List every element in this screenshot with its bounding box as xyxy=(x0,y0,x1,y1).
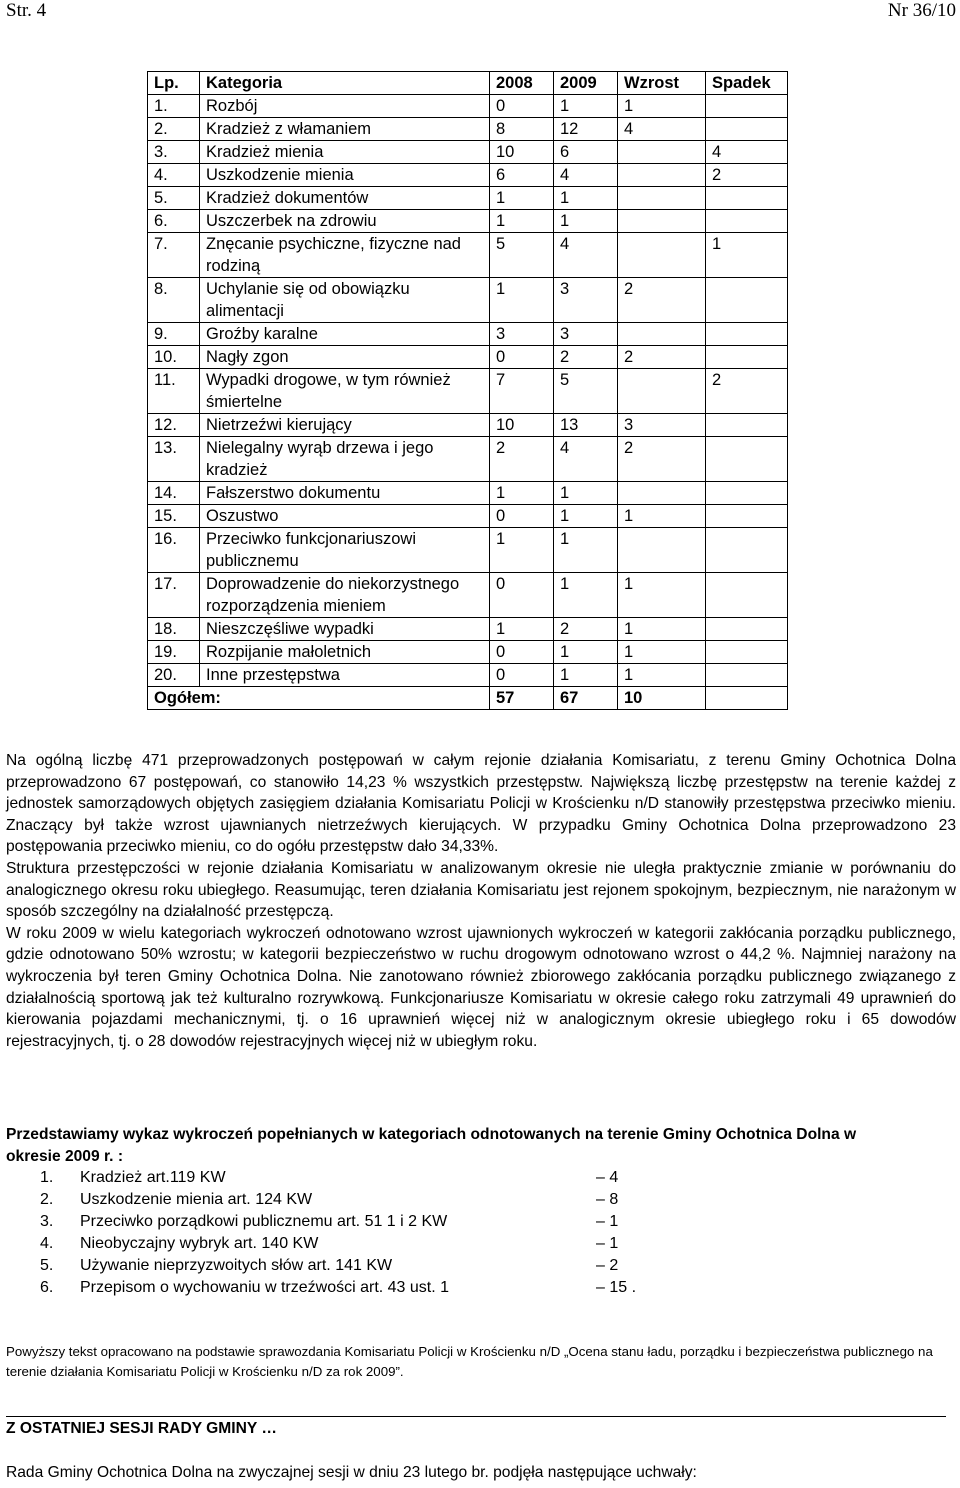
table-cell: 17. xyxy=(148,573,200,618)
table-cell: 1 xyxy=(490,618,554,641)
table-cell: Groźby karalne xyxy=(200,323,490,346)
table-cell: 1 xyxy=(618,505,706,528)
table-cell xyxy=(706,573,788,618)
table-cell: 14. xyxy=(148,482,200,505)
table-cell: 1 xyxy=(490,528,554,573)
table-cell: 1 xyxy=(706,233,788,278)
table-cell: 11. xyxy=(148,369,200,414)
offense-count: – 1 xyxy=(596,1235,619,1252)
table-cell: 1 xyxy=(554,482,618,505)
list-item xyxy=(40,1277,680,1299)
offense-label: Kradzież art.119 KW xyxy=(80,1169,226,1186)
table-cell: 10 xyxy=(490,141,554,164)
offense-number: 3. xyxy=(40,1213,54,1230)
table-cell: 20. xyxy=(148,664,200,687)
table-cell xyxy=(618,141,706,164)
table-cell: 3 xyxy=(554,323,618,346)
offenses-list xyxy=(40,1167,680,1299)
table-header-row xyxy=(148,72,788,95)
table-cell: 6 xyxy=(490,164,554,187)
table-cell: 4 xyxy=(554,233,618,278)
table-cell: 1 xyxy=(554,528,618,573)
table-cell: 6 xyxy=(554,141,618,164)
table-cell xyxy=(618,528,706,573)
table-cell: 7 xyxy=(490,369,554,414)
table-cell: 0 xyxy=(490,573,554,618)
table-cell: Uszkodzenie mienia xyxy=(200,164,490,187)
table-cell: 13 xyxy=(554,414,618,437)
table-cell: Kategoria xyxy=(200,72,490,95)
table-cell: Nieszczęśliwe wypadki xyxy=(200,618,490,641)
table-cell: 4 xyxy=(554,164,618,187)
paragraph: W roku 2009 w wielu kategoriach wykroczeń odnotowano wzrost ujawnionych wykroczeń w kategorii zakłócania porządku publicznego, gdzie odnotowano 50% wzrostu; w kategorii bezpieczeństwo w ruchu drogowym odnotowano wzrost o 44,2 %. Najmniej narażony na wykroczenia był teren Gminy Ochotnica Dolna. Nie zanotowano również zbiorowego zakłócania porządku publicznego związanego z działalnością sportową jak też kulturalno rozrywkową. Funkcjonariusze Komisariatu w okresie całego roku zatrzymali 49 uprawnień do kierowania pojazdami mechanicznymi, tj. o 16 uprawnień więcej niż w analogicznym okresie ubiegłego roku i 65 dowodów rejestracyjnych, tj. o 28 dowodów rejestracyjnych więcej niż w ubiegłym roku. xyxy=(6,924,956,1050)
table-cell xyxy=(706,346,788,369)
table-cell: 3. xyxy=(148,141,200,164)
table-cell: 4 xyxy=(706,141,788,164)
table-cell: Lp. xyxy=(148,72,200,95)
table-cell: Fałszerstwo dokumentu xyxy=(200,482,490,505)
table-cell xyxy=(706,187,788,210)
table-cell: 3 xyxy=(554,278,618,323)
paragraph: Struktura przestępczości w rejonie działania Komisariatu w analizowanym okresie nie uległa praktycznie zmianie w porównaniu do analogicznego okresu roku ubiegłego. Reasumując, teren działania Komisariatu jest rejonem spokojnym, bezpiecznym, nie narażonym w sposób szczególny na działalność przestępczą. xyxy=(6,859,956,921)
offense-label: Przepisom o wychowaniu w trzeźwości art. 43 ust. 1 xyxy=(80,1279,450,1296)
table-cell: 1 xyxy=(554,573,618,618)
table-cell xyxy=(706,278,788,323)
table-cell: 1 xyxy=(490,482,554,505)
table-cell: 1 xyxy=(554,505,618,528)
table-row xyxy=(148,573,788,618)
table-cell: Uszczerbek na zdrowiu xyxy=(200,210,490,233)
table-cell: Znęcanie psychiczne, fizyczne nad rodziną xyxy=(200,233,490,278)
table-cell xyxy=(706,95,788,118)
table-cell: 12. xyxy=(148,414,200,437)
table-row xyxy=(148,210,788,233)
table-cell: 4. xyxy=(148,164,200,187)
table-cell: 10 xyxy=(618,687,706,710)
table-cell: 2 xyxy=(618,346,706,369)
list-item xyxy=(40,1233,680,1255)
crime-statistics-table xyxy=(147,71,788,710)
table-cell: Przeciwko funkcjonariuszowi publicznemu xyxy=(200,528,490,573)
table-row xyxy=(148,369,788,414)
table-cell: 15. xyxy=(148,505,200,528)
report-text xyxy=(6,750,956,1052)
table-cell xyxy=(706,664,788,687)
table-cell: 13. xyxy=(148,437,200,482)
offense-number: 5. xyxy=(40,1257,54,1274)
table-row xyxy=(148,505,788,528)
table-row xyxy=(148,164,788,187)
table-cell xyxy=(706,323,788,346)
table-cell: 1 xyxy=(554,210,618,233)
table-cell xyxy=(706,528,788,573)
page-number: Str. 4 xyxy=(6,0,47,21)
table-cell xyxy=(618,233,706,278)
table-cell: 2. xyxy=(148,118,200,141)
table-cell: 5 xyxy=(554,369,618,414)
table-cell: 2 xyxy=(490,437,554,482)
table-cell: Kradzież z włamaniem xyxy=(200,118,490,141)
table-cell xyxy=(706,118,788,141)
offense-count: – 1 xyxy=(596,1213,619,1230)
table-row xyxy=(148,346,788,369)
offense-count: – 4 xyxy=(596,1169,619,1186)
table-row xyxy=(148,323,788,346)
offense-label: Używanie nieprzyzwoitych słów art. 141 KW xyxy=(80,1257,393,1274)
table-cell xyxy=(618,369,706,414)
table-cell: 1 xyxy=(490,187,554,210)
section-title: Z OSTATNIEJ SESJI RADY GMINY … xyxy=(6,1420,277,1437)
table-cell: Wzrost xyxy=(618,72,706,95)
table-cell: 0 xyxy=(490,641,554,664)
table-cell: 10 xyxy=(490,414,554,437)
table-cell: 2 xyxy=(554,618,618,641)
table-cell: 7. xyxy=(148,233,200,278)
table-cell: 5 xyxy=(490,233,554,278)
table-cell: Kradzież mienia xyxy=(200,141,490,164)
table-cell: 1 xyxy=(490,278,554,323)
table-cell: 19. xyxy=(148,641,200,664)
table-cell: 1 xyxy=(554,641,618,664)
table-cell: 67 xyxy=(554,687,618,710)
table-cell: 5. xyxy=(148,187,200,210)
table-row xyxy=(148,187,788,210)
offense-count: – 8 xyxy=(596,1191,619,1208)
table-cell xyxy=(618,323,706,346)
table-cell: Nagły zgon xyxy=(200,346,490,369)
divider xyxy=(6,1416,946,1417)
table-cell xyxy=(706,641,788,664)
offense-number: 1. xyxy=(40,1169,54,1186)
table-row xyxy=(148,141,788,164)
table-row xyxy=(148,664,788,687)
table-cell xyxy=(618,187,706,210)
table-row xyxy=(148,414,788,437)
paragraph: Na ogólną liczbę 471 przeprowadzonych postępowań w całym rejonie działania Komisariatu, z terenu Gminy Ochotnica Dolna przeprowadzono 67 postępowań, co stanowiło 14,23 % wszystkich przestępstw. Największą liczbę przestępstw na terenie każdej z jednostek samorządowych objętych zasięgiem działania Komisariatu Policji w Krościenku n/D stanowiły przestępstwa przeciwko mieniu. Znaczący był także wzrost ujawnianych nietrzeźwych kierujących. W przypadku Gminy Ochotnica Dolna przeprowadzono 23 postępowania przeciwko mieniu, co do ogółu przestępstw dało 34,33%. xyxy=(6,752,956,856)
table-row xyxy=(148,95,788,118)
table-cell: 2 xyxy=(618,278,706,323)
list-item xyxy=(40,1189,680,1211)
table-cell: 2 xyxy=(554,346,618,369)
table-cell: 4 xyxy=(554,437,618,482)
table-total-row xyxy=(148,687,788,710)
table-cell: 1 xyxy=(618,95,706,118)
table-cell: 1 xyxy=(618,641,706,664)
table-cell xyxy=(618,482,706,505)
table-cell: Oszustwo xyxy=(200,505,490,528)
issue-number: Nr 36/10 xyxy=(887,0,956,21)
table-cell xyxy=(706,437,788,482)
table-cell xyxy=(706,505,788,528)
table-cell xyxy=(618,210,706,233)
offense-label: Nieobyczajny wybryk art. 140 KW xyxy=(80,1235,319,1252)
table-cell: 4 xyxy=(618,118,706,141)
table-cell: 10. xyxy=(148,346,200,369)
offense-number: 2. xyxy=(40,1191,54,1208)
offense-number: 6. xyxy=(40,1279,54,1296)
table-cell: 8. xyxy=(148,278,200,323)
table-cell: 1. xyxy=(148,95,200,118)
table-cell: 1 xyxy=(554,95,618,118)
source-note: Powyższy tekst opracowano na podstawie sprawozdania Komisariatu Policji w Krościenku n/D „Ocena stanu ładu, porządku i bezpieczeństwa publicznego na terenie działania Komisariatu Policji w Krościenku n/D za rok 2009”. xyxy=(6,1344,933,1379)
table-cell: 12 xyxy=(554,118,618,141)
table-cell: Kradzież dokumentów xyxy=(200,187,490,210)
table-cell: 1 xyxy=(554,187,618,210)
offense-count: – 2 xyxy=(596,1257,619,1274)
table-row xyxy=(148,618,788,641)
table-cell: 2 xyxy=(706,369,788,414)
table-cell xyxy=(618,164,706,187)
offense-number: 4. xyxy=(40,1235,54,1252)
table-cell: 0 xyxy=(490,664,554,687)
table-cell: Ogółem: xyxy=(148,687,490,710)
table-cell xyxy=(706,414,788,437)
table-cell: 2 xyxy=(618,437,706,482)
table-cell: 8 xyxy=(490,118,554,141)
table-cell: Doprowadzenie do niekorzystnego rozporządzenia mieniem xyxy=(200,573,490,618)
table-cell: 2008 xyxy=(490,72,554,95)
table-cell xyxy=(706,482,788,505)
table-cell xyxy=(706,687,788,710)
table-cell: 0 xyxy=(490,346,554,369)
table-cell: 16. xyxy=(148,528,200,573)
table-row xyxy=(148,641,788,664)
table-cell: 0 xyxy=(490,505,554,528)
table-cell: 3 xyxy=(618,414,706,437)
session-text: Rada Gminy Ochotnica Dolna na zwyczajnej sesji w dniu 23 lutego br. podjęła następujące uchwały: xyxy=(6,1464,697,1481)
table-cell: Nielegalny wyrąb drzewa i jego kradzież xyxy=(200,437,490,482)
table-cell: Wypadki drogowe, w tym również śmiertelne xyxy=(200,369,490,414)
table-cell: 1 xyxy=(618,664,706,687)
table-cell: 9. xyxy=(148,323,200,346)
list-item xyxy=(40,1167,680,1189)
table-cell: Rozbój xyxy=(200,95,490,118)
table-cell: 0 xyxy=(490,95,554,118)
list-item xyxy=(40,1211,680,1233)
table-cell: 2 xyxy=(706,164,788,187)
offenses-list-title: Przedstawiamy wykaz wykroczeń popełnianych w kategoriach odnotowanych na terenie Gminy Ochotnica Dolna w okresie 2009 r. : xyxy=(6,1126,857,1165)
table-cell: 1 xyxy=(618,618,706,641)
table-cell: 57 xyxy=(490,687,554,710)
table-row xyxy=(148,278,788,323)
table-row xyxy=(148,528,788,573)
table-row xyxy=(148,118,788,141)
offense-label: Uszkodzenie mienia art. 124 KW xyxy=(80,1191,313,1208)
table-cell: 6. xyxy=(148,210,200,233)
table-cell: Nietrzeźwi kierujący xyxy=(200,414,490,437)
table-cell: 1 xyxy=(618,573,706,618)
table-cell: 18. xyxy=(148,618,200,641)
table-cell: Spadek xyxy=(706,72,788,95)
table-cell: 1 xyxy=(490,210,554,233)
table-cell: 3 xyxy=(490,323,554,346)
table-cell: Rozpijanie małoletnich xyxy=(200,641,490,664)
table-row xyxy=(148,233,788,278)
table-cell: 1 xyxy=(554,664,618,687)
table-cell: 2009 xyxy=(554,72,618,95)
table-cell: Uchylanie się od obowiązku alimentacji xyxy=(200,278,490,323)
table-row xyxy=(148,482,788,505)
table-cell: Inne przestępstwa xyxy=(200,664,490,687)
table-row xyxy=(148,437,788,482)
list-item xyxy=(40,1255,680,1277)
table-cell xyxy=(706,210,788,233)
offense-label: Przeciwko porządkowi publicznemu art. 51 1 i 2 KW xyxy=(80,1213,448,1230)
table-cell xyxy=(706,618,788,641)
offense-count: – 15 . xyxy=(596,1279,637,1296)
